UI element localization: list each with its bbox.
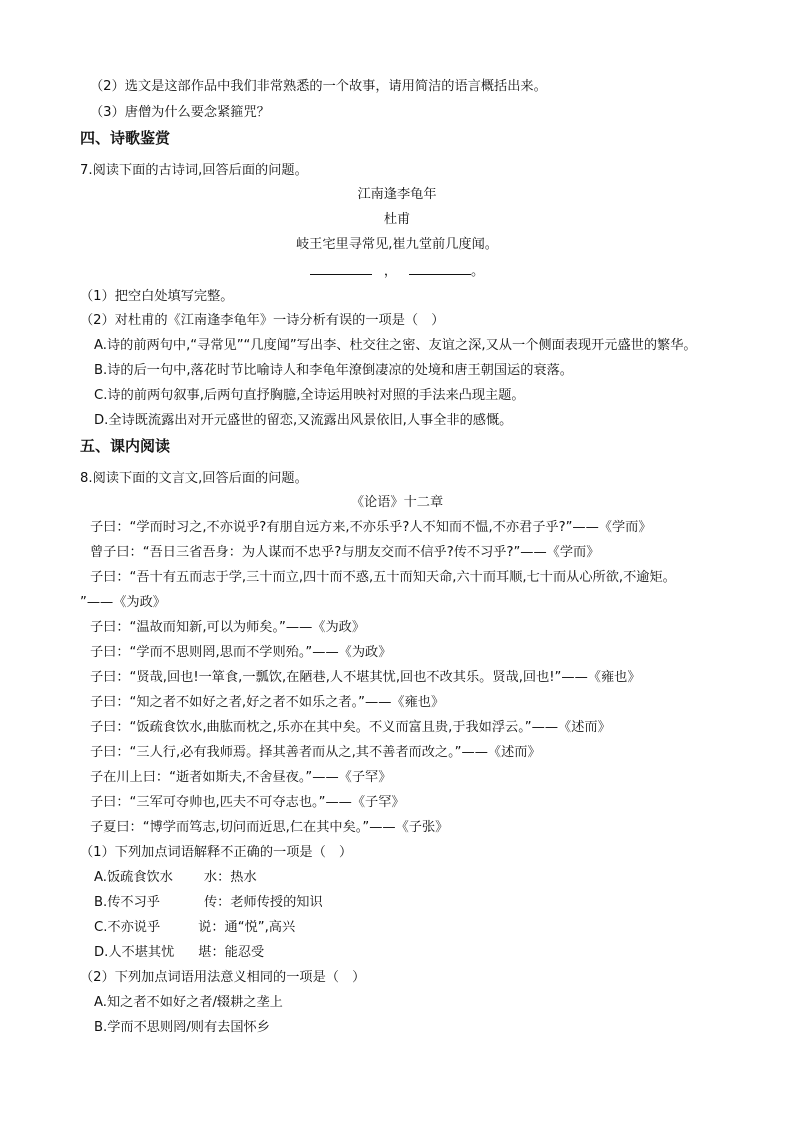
lunyu-line-9: 子曰：“三人行,必有我师焉。择其善者而从之,其不善者而改之。”——《述而》: [90, 745, 541, 760]
lunyu-line-3a: 子曰：“吾十有五而志于学,三十而立,四十而不惑,五十而知天命,六十而耳顺,七十而从心所欲,不逾矩。: [90, 570, 676, 585]
option-8-1-D: [94, 944, 716, 962]
lunyu-line-3b: ”——《为政》: [80, 595, 166, 610]
poem-line-1: 岐王宅里寻常见,崔九堂前几度闻。: [295, 237, 498, 252]
section-heading-5: 五、课内阅读: [80, 437, 171, 455]
lunyu-line-10: 子在川上曰：“逝者如斯夫,不舍昼夜。”——《子罕》: [90, 770, 392, 785]
question-8-1: （1）下列加点词语解释不正确的一项是（ ）: [80, 845, 353, 860]
option-7-A: A.诗的前两句中,“寻常见”“几度闻”写出李、杜交往之密、友谊之深,又从一个侧面表现开元盛世的繁华。: [94, 338, 697, 353]
lunyu-title: 《论语》十二章: [350, 495, 444, 510]
option-8-1-C-word: C.不亦说乎: [94, 920, 161, 935]
poem-title: 江南逢李龟年: [357, 187, 437, 202]
lunyu-line-4: 子曰：“温故而知新,可以为师矣。”——《为政》: [90, 620, 366, 635]
question-7: 7.阅读下面的古诗词,回答后面的问题。: [80, 163, 308, 178]
option-7-B: B.诗的后一句中,落花时节比喻诗人和李龟年潦倒凄凉的处境和唐王朝国运的衰落。: [94, 363, 573, 378]
blank-comma: ，: [383, 264, 397, 279]
question-6-2: （2）选文是这部作品中我们非常熟悉的一个故事，请用简洁的语言概括出来。: [90, 79, 547, 94]
option-8-1-A-explanation: 水：热水: [203, 870, 257, 885]
question-8-2: （2）下列加点词语用法意义相同的一项是（ ）: [80, 970, 366, 985]
poem-line-2-blanks: [0, 262, 794, 281]
option-8-1-D-explanation: 堪：能忍受: [198, 945, 265, 960]
blank-period: 。: [471, 264, 485, 279]
lunyu-line-11: 子曰：“三军可夺帅也,匹夫不可夺志也。”——《子罕》: [90, 795, 405, 810]
option-8-1-A: [94, 869, 716, 887]
option-8-1-A-word: A.饭疏食饮水: [94, 870, 173, 885]
lunyu-line-12: 子夏曰：“博学而笃志,切问而近思,仁在其中矣。”——《子张》: [90, 820, 449, 835]
question-6-3: （3）唐僧为什么要念紧箍咒？: [90, 105, 270, 120]
question-7-2: （2）对杜甫的《江南逢李龟年》一诗分析有误的一项是（ ）: [80, 313, 445, 328]
option-8-1-D-word: D.人不堪其忧: [94, 945, 175, 960]
poem-author: 杜甫: [383, 212, 411, 227]
option-8-2-A: A.知之者不如好之者/辍耕之垄上: [94, 995, 283, 1010]
lunyu-line-2: 曾子曰：“吾日三省吾身：为人谋而不忠乎?与朋友交而不信乎?传不习乎?”——《学而》: [90, 545, 600, 560]
section-heading-4: 四、诗歌鉴赏: [80, 129, 171, 147]
lunyu-line-7: 子曰：“知之者不如好之者,好之者不如乐之者。”——《雍也》: [90, 695, 445, 710]
lunyu-line-8: 子曰：“饭疏食饮水,曲肱而枕之,乐亦在其中矣。不义而富且贵,于我如浮云。”——《述而》: [90, 720, 611, 735]
option-7-D: D.全诗既流露出对开元盛世的留恋,又流露出风景依旧,人事全非的感慨。: [94, 413, 513, 428]
option-8-1-C-explanation: 说：通“悦”,高兴: [198, 920, 296, 935]
lunyu-line-5: 子曰：“学而不思则罔,思而不学则殆。”——《为政》: [90, 645, 392, 660]
option-8-1-B: [94, 894, 716, 912]
question-7-1: （1）把空白处填写完整。: [80, 289, 234, 304]
blank-1[interactable]: [310, 262, 372, 275]
option-8-2-B: B.学而不思则罔/则有去国怀乡: [94, 1020, 270, 1035]
blank-2[interactable]: [409, 262, 471, 275]
option-7-C: C.诗的前两句叙事,后两句直抒胸臆,全诗运用映衬对照的手法来凸现主题。: [94, 388, 525, 403]
option-8-1-B-explanation: 传：老师传授的知识: [204, 895, 323, 910]
question-8: 8.阅读下面的文言文,回答后面的问题。: [80, 471, 308, 486]
option-8-1-C: [94, 919, 716, 937]
lunyu-line-6: 子曰：“贤哉,回也!一箪食,一瓢饮,在陋巷,人不堪其忧,回也不改其乐。贤哉,回也!”——《雍也》: [90, 670, 641, 685]
option-8-1-B-word: B.传不习乎: [94, 895, 160, 910]
lunyu-line-1: 子曰：“学而时习之,不亦说乎?有朋自远方来,不亦乐乎?人不知而不愠,不亦君子乎?”——《学而》: [90, 520, 652, 535]
